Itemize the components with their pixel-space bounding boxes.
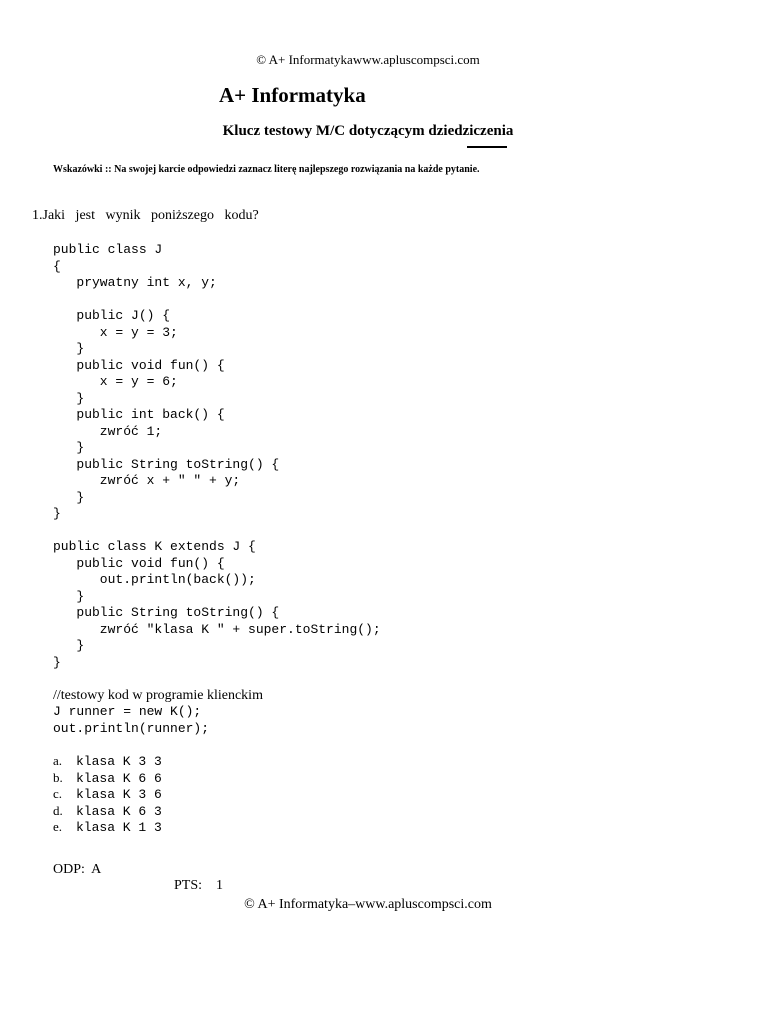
option-letter: a. <box>53 753 63 768</box>
code-line: } <box>53 506 61 521</box>
option-text: klasa K 1 3 <box>76 820 162 835</box>
code-line: zwróć x + " " + y; <box>53 473 241 488</box>
client-code-comment: //testowy kod w programie klienckim <box>53 688 263 703</box>
code-line: public class K extends J { <box>53 539 256 554</box>
code-line: out.println(back()); <box>53 572 256 587</box>
code-line: x = y = 6; <box>53 374 178 389</box>
code-line: public int back() { <box>53 407 225 422</box>
option-text: klasa K 6 3 <box>76 803 162 819</box>
footer-copyright: © A+ Informatyka–www.apluscompsci.com <box>244 897 492 912</box>
option-c <box>53 786 162 803</box>
code-line: { <box>53 258 61 274</box>
option-a <box>53 753 162 770</box>
code-line: public String toString() { <box>53 456 280 472</box>
code-line: } <box>53 489 85 505</box>
header-copyright: © A+ Informatykawww.apluscompsci.com <box>256 52 480 67</box>
option-letter: e. <box>53 819 63 834</box>
page-subtitle: Klucz testowy M/C dotyczącym dziedziczenia <box>222 123 514 139</box>
code-line: public J() { <box>53 308 171 323</box>
code-line: public class J <box>53 242 163 257</box>
code-line: } <box>53 654 61 670</box>
option-letter: c. <box>53 786 63 801</box>
code-line: } <box>53 440 85 455</box>
option-letter: d. <box>53 802 63 818</box>
code-line <box>53 292 381 309</box>
code-line: public void fun() { <box>53 555 225 571</box>
option-b <box>53 770 162 787</box>
code-line: } <box>53 588 85 604</box>
option-d <box>53 803 162 820</box>
instructions: Wskazówki :: Na swojej karcie odpowiedzi zaznacz literę najlepszego rozwiązania na każde pytanie. <box>53 164 480 175</box>
option-letter: b. <box>53 769 63 785</box>
code-line: x = y = 3; <box>53 324 178 340</box>
subtitle-underline <box>467 146 507 148</box>
question-text: 1.Jaki jest wynik poniższego kodu? <box>32 208 259 223</box>
client-code-line: out.println(runner); <box>53 720 210 736</box>
answer-line <box>53 846 224 894</box>
code-line: zwróć 1; <box>53 423 163 439</box>
client-code-block <box>53 704 209 737</box>
code-line <box>53 523 381 540</box>
code-line: } <box>53 341 85 356</box>
option-e <box>53 819 162 836</box>
client-code-line: J runner = new K(); <box>53 704 202 719</box>
option-text: klasa K 6 6 <box>76 770 162 786</box>
answer-options <box>53 753 162 836</box>
answer-label: ODP: A <box>53 862 102 877</box>
code-line: public void fun() { <box>53 357 225 373</box>
code-line: prywatny int x, y; <box>53 275 217 290</box>
code-block <box>53 242 381 671</box>
option-text: klasa K 3 6 <box>76 787 162 802</box>
option-text: klasa K 3 3 <box>76 754 162 769</box>
points-label: PTS: 1 <box>174 878 224 893</box>
code-line: } <box>53 638 85 653</box>
code-line: public String toString() { <box>53 605 280 620</box>
code-line: } <box>53 390 85 406</box>
page-heading: A+ Informatyka <box>219 83 366 107</box>
code-line: zwróć "klasa K " + super.toString(); <box>53 621 381 637</box>
